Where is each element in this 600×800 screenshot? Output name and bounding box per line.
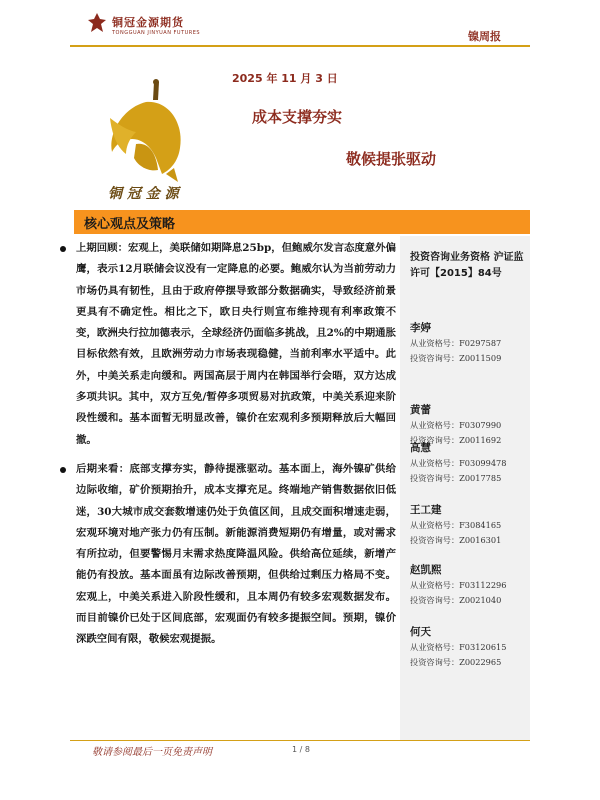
qualification-text: 投资咨询业务资格 沪证监许可【2015】84号: [410, 252, 524, 279]
advisory-number: 投资咨询号：Z0011692: [410, 435, 502, 445]
practice-number: 从业资格号：F03120615: [410, 642, 507, 652]
report-date: 2025 年 11 月 3 日: [232, 72, 338, 85]
paragraph-review: [58, 238, 396, 451]
report-subtitle: 敬候提张驱动: [346, 150, 437, 168]
analyst-card: [410, 440, 528, 486]
paragraph-text: 后期来看：底部支撑夯实，静待提涨驱动。基本面上，海外镍矿供给边际收缩，矿价预期抬升，成本支撑充足。终端地产销售数据依旧低迷，30大城市成交套数增速仍处于负值区间，且成交面积增速走弱，宏观环境对地产张力仍有压制。新能源消费短期仍有增量，或对需求有所拉动，但要警惕月末需求热度降温风险。供给高位延续，新增产能仍有投放。基本面虽有边际改善预期，但供给过剩压力格局不变。宏观上，中美关系进入阶段性缓和，且本周仍有较多宏观数据发布。而目前镍价已处于区间底部，宏观面仍有较多提振空间。预期，镍价深跌空间有限，敬候宏观提振。: [76, 462, 396, 646]
report-title: 成本支撑夯实: [252, 108, 343, 126]
section-title: 核心观点及策略: [84, 217, 176, 232]
analyst-name: 赵凯熙: [410, 564, 442, 576]
company-logo-mark-icon: [86, 12, 108, 36]
analyst-card: [410, 502, 528, 548]
practice-number: 从业资格号：F3084165: [410, 520, 502, 530]
paragraph-outlook: [58, 459, 396, 651]
advisory-number: 投资咨询号：Z0011509: [410, 353, 502, 363]
analyst-name: 王工建: [410, 504, 442, 516]
practice-number: 从业资格号：F03099478: [410, 458, 507, 468]
header-divider: [70, 45, 530, 47]
practice-number: 从业资格号：F03112296: [410, 580, 507, 590]
practice-number: 从业资格号：F0307990: [410, 420, 502, 430]
advisory-number: 投资咨询号：Z0017785: [410, 473, 502, 483]
analyst-sidebar: [400, 236, 530, 741]
svg-text:铜 冠 金 源: 铜 冠 金 源: [108, 186, 179, 202]
analyst-name: 何天: [410, 626, 431, 638]
bullet-icon: [60, 246, 66, 252]
main-content: [58, 238, 396, 659]
footer-divider: [70, 740, 530, 741]
bullet-icon: [60, 467, 66, 473]
analyst-card: [410, 624, 528, 670]
paragraph-text: 上期回顾：宏观上，美联储如期降息25bp，但鲍威尔发言态度意外偏鹰，表示12月联储会议没有一定降息的必要。鲍威尔认为当前劳动力市场仍具有韧性，且由于政府停摆导致部分数据确实，导致经济前景更具有不确定性。相比之下，欧日央行则宣布维持现有利率政策不变，欧洲央行拉加德表示，全球经济仍面临多挑战，且2%的中期通胀目标依然有效，且欧洲劳动力市场表现稳健，当前利率水平适中。此外，中美关系走向缓和。两国高层于周内在韩国举行会晤，双方达成多项共识。其中，双方互免/暂停多项贸易对抗政策，中美关系迎来阶段性缓和。基本面暂无明显改善，镍价在宏观利多预期释放后大幅回撤。: [76, 242, 396, 446]
report-type-label: 镍周报: [468, 30, 501, 43]
analyst-name: 李婷: [410, 322, 431, 334]
company-logo-text: 铜冠金源期货: [112, 16, 184, 29]
helmet-emblem-icon: [96, 78, 201, 208]
disclaimer-link[interactable]: 敬请参阅最后一页免责声明: [92, 747, 212, 758]
company-logo-english: TONGGUAN JINYUAN FUTURES: [112, 30, 201, 36]
advisory-number: 投资咨询号：Z0022965: [410, 657, 502, 667]
analyst-name: 高慧: [410, 442, 431, 454]
advisory-number: 投资咨询号：Z0021040: [410, 595, 502, 605]
analyst-card: [410, 562, 528, 608]
advisory-number: 投资咨询号：Z0016301: [410, 535, 502, 545]
practice-number: 从业资格号：F0297587: [410, 338, 502, 348]
analyst-name: 黄蕾: [410, 404, 431, 416]
page-number: 1 / 8: [292, 745, 310, 754]
analyst-card: [410, 320, 528, 366]
